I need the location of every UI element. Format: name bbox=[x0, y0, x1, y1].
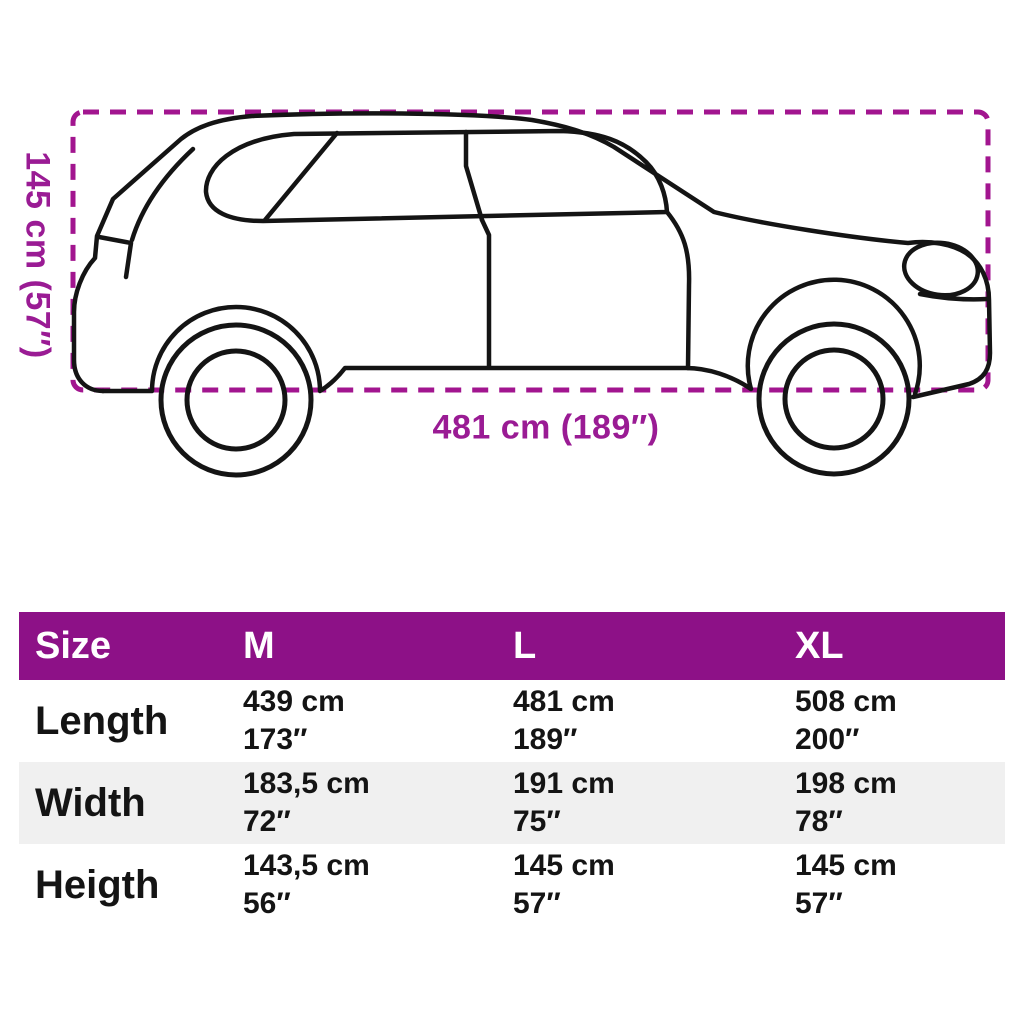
value-inch: 57″ bbox=[513, 887, 561, 920]
table-row-width bbox=[19, 762, 1005, 844]
value-cm: 183,5 cm bbox=[243, 767, 370, 800]
value-cm: 198 cm bbox=[795, 767, 897, 800]
value-inch: 56″ bbox=[243, 887, 291, 920]
car-b-pillar bbox=[466, 132, 482, 220]
value-inch: 173″ bbox=[243, 723, 308, 756]
height-xl bbox=[795, 844, 1005, 926]
header-size: Size bbox=[35, 624, 112, 667]
car-rear-glass-edge bbox=[132, 149, 193, 240]
car-c-pillar bbox=[265, 133, 337, 220]
car-head-lamp bbox=[901, 238, 982, 300]
value-inch: 75″ bbox=[513, 805, 561, 838]
car-underbody-line bbox=[103, 280, 920, 394]
value-cm: 145 cm bbox=[795, 849, 897, 882]
height-m bbox=[243, 844, 513, 926]
size-table-header bbox=[19, 612, 1005, 680]
length-l bbox=[513, 680, 795, 762]
value-cm: 439 cm bbox=[243, 685, 345, 718]
value-inch: 200″ bbox=[795, 723, 860, 756]
rear-wheel-tyre bbox=[161, 325, 311, 475]
car-door-seam bbox=[482, 220, 489, 367]
row-label: Length bbox=[35, 698, 169, 743]
length-xl bbox=[795, 680, 1005, 762]
length-m bbox=[243, 680, 513, 762]
header-m: M bbox=[243, 624, 275, 667]
row-label: Heigth bbox=[35, 862, 160, 907]
value-inch: 189″ bbox=[513, 723, 578, 756]
front-wheel-tyre bbox=[759, 324, 909, 474]
height-l bbox=[513, 844, 795, 926]
table-row-length bbox=[19, 680, 1005, 762]
car-front-door-edge bbox=[667, 212, 689, 368]
size-table bbox=[19, 612, 1005, 926]
dashed-measurement-box bbox=[73, 112, 988, 390]
header-xl: XL bbox=[795, 624, 844, 667]
row-label: Width bbox=[35, 780, 146, 825]
width-l bbox=[513, 762, 795, 844]
width-m bbox=[243, 762, 513, 844]
value-cm: 145 cm bbox=[513, 849, 615, 882]
value-cm: 508 cm bbox=[795, 685, 897, 718]
value-cm: 191 cm bbox=[513, 767, 615, 800]
value-inch: 57″ bbox=[795, 887, 843, 920]
length-dimension-label: 481 cm (189″) bbox=[432, 408, 660, 447]
header-l: L bbox=[513, 624, 537, 667]
rear-wheel-rim bbox=[187, 351, 285, 449]
height-dimension-label: 145 cm (57″) bbox=[18, 151, 57, 359]
table-row-height bbox=[19, 844, 1005, 926]
width-xl bbox=[795, 762, 1005, 844]
value-cm: 481 cm bbox=[513, 685, 615, 718]
value-cm: 143,5 cm bbox=[243, 849, 370, 882]
front-wheel-rim bbox=[785, 350, 883, 448]
value-inch: 78″ bbox=[795, 805, 843, 838]
car-tail-lamp bbox=[99, 237, 131, 277]
value-inch: 72″ bbox=[243, 805, 291, 838]
